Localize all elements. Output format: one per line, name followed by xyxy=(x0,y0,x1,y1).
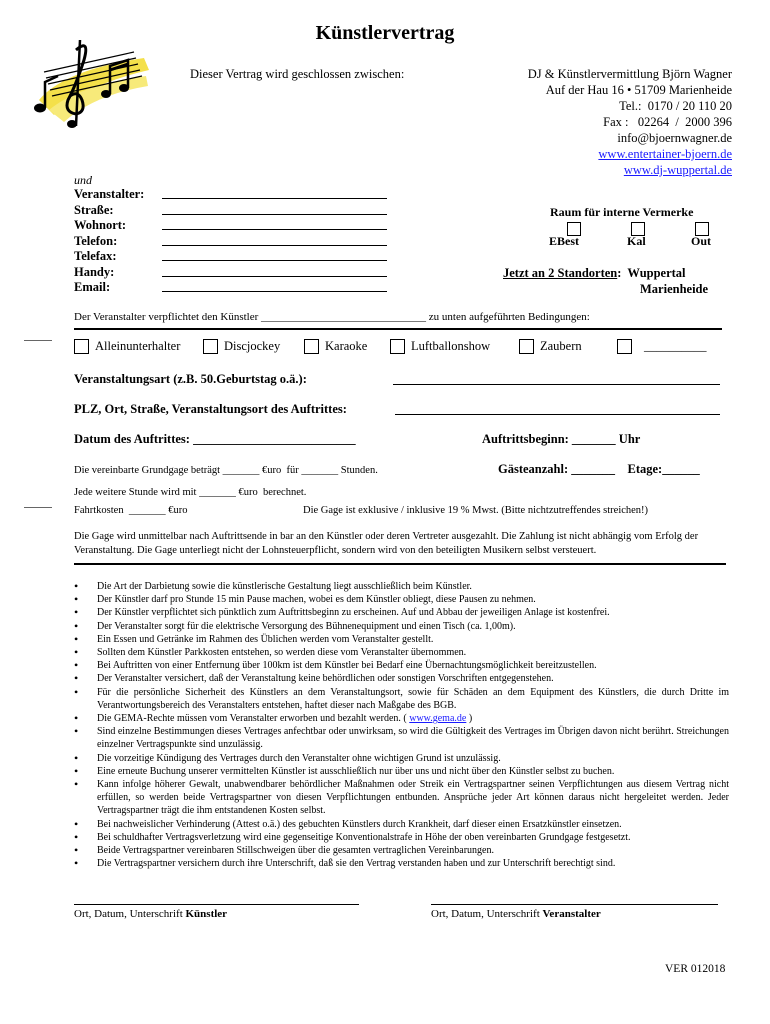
field-label: Email: xyxy=(74,280,111,294)
agency-address: Auf der Hau 16 • 51709 Marienheide xyxy=(545,83,732,97)
field-label: Telefax: xyxy=(74,249,117,263)
base-fee-field[interactable]: Die vereinbarte Grundgage beträgt _______ €uro für _______ Stunden. xyxy=(74,465,378,476)
version-label: VER 012018 xyxy=(665,963,726,975)
term-item: • Der Künstler verpflichtet sich pünktlich zum Auftrittsbeginn zu erscheinen. Auf und Abbau der jeweiligen Anlage ist kostenfrei. xyxy=(74,606,729,619)
checkbox-label-out: Out xyxy=(691,234,712,248)
term-item: • Der Künstler darf pro Stunde 15 min Pause machen, wobei es dem Künstler obliegt, diese Pausen zu nehmen. xyxy=(74,593,729,606)
option-label: __________ xyxy=(644,339,707,353)
obligation-text: Der Veranstalter verpflichtet den Künstler ______________________________ zu unten aufgeführten Bedingungen: xyxy=(74,311,590,323)
checkbox[interactable] xyxy=(519,339,534,354)
and-label: und xyxy=(74,173,92,187)
vat-note: Die Gage ist exklusive / inklusive 19 % Mwst. (Bitte nichtzutreffendes streichen!) xyxy=(303,505,649,516)
agency-name: DJ & Künstlervermittlung Björn Wagner xyxy=(527,67,732,81)
term-item: • Beide Vertragspartner vereinbaren Stillschweigen über die gesamten vertraglichen Vereinbarungen. xyxy=(74,844,729,857)
checkbox-label-ebest: EBest xyxy=(549,234,579,248)
payment-paragraph: Die Gage wird unmittelbar nach Auftrittsende in bar an den Künstler oder deren Vertreter ausgezahlt. Die Zahlung ist nicht abhängig vom Erfolg der Veranstaltung. Die Gage unterliegt nicht der Lohnsteuerpflicht, sondern wird von den beteiligten Musikern selbst versteuert. xyxy=(74,531,699,556)
term-item: • Der Veranstalter versichert, daß der Veranstaltung keine behördlichen oder sonstigen Vorschriften entgegenstehen. xyxy=(74,672,729,685)
internal-notes-checkboxes xyxy=(545,222,725,250)
option-zaubern[interactable] xyxy=(519,339,582,354)
music-logo xyxy=(24,30,154,130)
divider xyxy=(74,328,722,330)
option-label: Luftballonshow xyxy=(411,339,491,353)
venue-label: PLZ, Ort, Straße, Veranstaltungsort des Auftrittes: xyxy=(74,402,347,416)
signature-prefix: Ort, Datum, Unterschrift xyxy=(74,908,186,920)
act-type-options xyxy=(74,339,724,357)
signature-role: Veranstalter xyxy=(542,908,601,920)
term-item: • Kann infolge höherer Gewalt, unabwendbarer behördlicher Maßnahmen oder Streik ein Vertragspartner seinen Verpflichtungen aus diesem Vertrag nicht erfüllen, so werden beide Vertragspartner von diesen Verpflichtungen entbunden. Ansprüche jeder Art können daraus nicht hergeleitet werden. Jeder Vertragspartner trägt die ihm entstandenen Kosten selbst. xyxy=(74,778,729,818)
field-line[interactable] xyxy=(162,218,387,230)
extra-hour-field[interactable]: Jede weitere Stunde wird mit _______ €uro berechnet. xyxy=(74,487,307,498)
term-item: • Sind einzelne Bestimmungen dieses Vertrages anfechtbar oder unwirksam, so wird die Gültigkeit des Vertrages im Übrigen davon nicht berührt. Streichungen einzelner Vertragspunkte sind unzulässig. xyxy=(74,725,729,751)
travel-cost-field[interactable]: Fahrtkosten _______ €uro xyxy=(74,505,188,516)
margin-mark xyxy=(24,340,52,341)
event-date-field[interactable]: Datum des Auftrittes: __________________________ xyxy=(74,432,356,446)
term-item: • Der Veranstalter sorgt für die elektrische Versorgung des Bühnenequipment und einen Tisch (ca. 1,00m). xyxy=(74,620,729,633)
field-line[interactable] xyxy=(162,249,387,261)
field-veranstalter[interactable] xyxy=(74,187,387,203)
option-alleinunterhalter[interactable] xyxy=(74,339,180,354)
agency-website-link[interactable]: www.entertainer-bjoern.de xyxy=(598,147,732,161)
field-line[interactable] xyxy=(162,187,387,199)
locations-line-2: Marienheide xyxy=(640,282,709,296)
signature-label-artist xyxy=(74,908,227,920)
event-type-label: Veranstaltungsart (z.B. 50.Geburtstag o.ä.): xyxy=(74,372,307,386)
field-label: Straße: xyxy=(74,202,114,217)
term-item: • Ein Essen und Getränke im Rahmen des Üblichen werden vom Veranstalter gestellt. xyxy=(74,633,729,646)
term-item: • Die Art der Darbietung sowie die künstlerische Gestaltung liegt ausschließlich beim Künstler. xyxy=(74,580,729,593)
checkbox[interactable] xyxy=(304,339,319,354)
field-email[interactable] xyxy=(74,280,387,296)
checkbox[interactable] xyxy=(203,339,218,354)
term-item: • Für die persönliche Sicherheit des Künstlers an dem Veranstaltungsort, sowie für Schäden an dem Equipment des Künstlers, die durch Dritte im Verantwortungsbereich des Veranstalters entstehen, haftet dieser nach Maßgabe des BGB. xyxy=(74,686,729,712)
field-label: Wohnort: xyxy=(74,218,127,232)
field-strasse[interactable] xyxy=(74,203,387,219)
term-item: • Die GEMA-Rechte müssen vom Veranstalter erworben und bezahlt werden. ( www.gema.de ) xyxy=(74,712,729,725)
margin-mark xyxy=(24,507,52,508)
organizer-fields xyxy=(74,187,387,296)
term-item: • Sollten dem Künstler Parkkosten entstehen, so werden diese vom Veranstalter übernommen. xyxy=(74,646,729,659)
option-label: Discjockey xyxy=(224,339,281,353)
option-other[interactable] xyxy=(617,339,707,354)
field-line[interactable] xyxy=(162,280,387,292)
terms-list xyxy=(74,580,729,870)
option-karaoke[interactable] xyxy=(304,339,367,354)
field-label: Veranstalter: xyxy=(74,187,145,201)
signature-prefix: Ort, Datum, Unterschrift xyxy=(431,908,543,920)
guests-floor-field[interactable]: Gästeanzahl: _______ Etage:______ xyxy=(498,462,700,476)
option-luftballonshow[interactable] xyxy=(390,339,490,354)
option-discjockey[interactable] xyxy=(203,339,280,354)
agency-website-link-2[interactable]: www.dj-wuppertal.de xyxy=(623,163,732,177)
locations-heading: Jetzt an 2 Standorten xyxy=(503,266,618,280)
contract-intro: Dieser Vertrag wird geschlossen zwischen: xyxy=(190,67,405,81)
agency-fax: Fax : 02264 / 2000 396 xyxy=(603,115,732,129)
option-label: Zaubern xyxy=(540,339,582,353)
start-time-field[interactable]: Auftrittsbeginn: _______ Uhr xyxy=(482,432,641,446)
signature-role: Künstler xyxy=(185,908,228,920)
document-title: Künstlervertrag xyxy=(315,22,455,44)
internal-notes-title: Raum für interne Vermerke xyxy=(550,205,694,219)
signature-line-organizer[interactable] xyxy=(431,904,718,905)
field-telefon[interactable] xyxy=(74,234,387,250)
field-line[interactable] xyxy=(162,265,387,277)
venue-line[interactable] xyxy=(395,414,720,415)
event-type-line[interactable] xyxy=(393,384,720,385)
checkbox[interactable] xyxy=(617,339,632,354)
term-item: • Bei Auftritten von einer Entfernung über 100km ist dem Künstler bei Bedarf eine Übernachtungsmöglichkeit bereitzustellen. xyxy=(74,659,729,672)
term-item: • Bei nachweislicher Verhinderung (Attest o.ä.) des gebuchten Künstlers durch Krankheit, darf dieser einen Ersatzkünstler einsetzen. xyxy=(74,818,729,831)
locations-line-1: Jetzt an 2 Standorten: Wuppertal xyxy=(503,266,686,280)
term-item: • Die Vertragspartner versichern durch ihre Unterschrift, daß sie den Vertrag verstanden haben und zur Unterschrift berechtigt sind. xyxy=(74,857,729,870)
term-item: • Bei schuldhafter Vertragsverletzung wird eine gegenseitige Konventionalstrafe in Höhe der oben vereinbarten Grundgage festgesetzt. xyxy=(74,831,729,844)
agency-phone: Tel.: 0170 / 20 110 20 xyxy=(619,99,732,113)
divider xyxy=(74,563,726,565)
gema-link[interactable]: www.gema.de xyxy=(409,713,467,725)
term-item: • Die vorzeitige Kündigung des Vertrages durch den Veranstalter ohne wichtigen Grund ist unzulässig. xyxy=(74,752,729,765)
signature-label-organizer xyxy=(431,908,601,920)
checkbox[interactable] xyxy=(390,339,405,354)
option-label: Karaoke xyxy=(325,339,368,353)
field-line[interactable] xyxy=(162,234,387,246)
signature-line-artist[interactable] xyxy=(74,904,359,905)
field-label: Telefon: xyxy=(74,233,118,248)
field-line[interactable] xyxy=(162,203,387,215)
field-label: Handy: xyxy=(74,264,115,279)
field-wohnort[interactable] xyxy=(74,218,387,234)
option-label: Alleinunterhalter xyxy=(95,339,181,353)
agency-email: info@bjoernwagner.de xyxy=(617,131,732,145)
checkbox-label-kal: Kal xyxy=(627,234,646,248)
term-item: • Eine erneute Buchung unserer vermittelten Künstler ist ausschließlich nur über uns und nicht über den Künstler selbst zu buchen. xyxy=(74,765,729,778)
field-telefax[interactable] xyxy=(74,249,387,265)
agency-contact xyxy=(528,66,732,178)
field-handy[interactable] xyxy=(74,265,387,281)
checkbox[interactable] xyxy=(74,339,89,354)
